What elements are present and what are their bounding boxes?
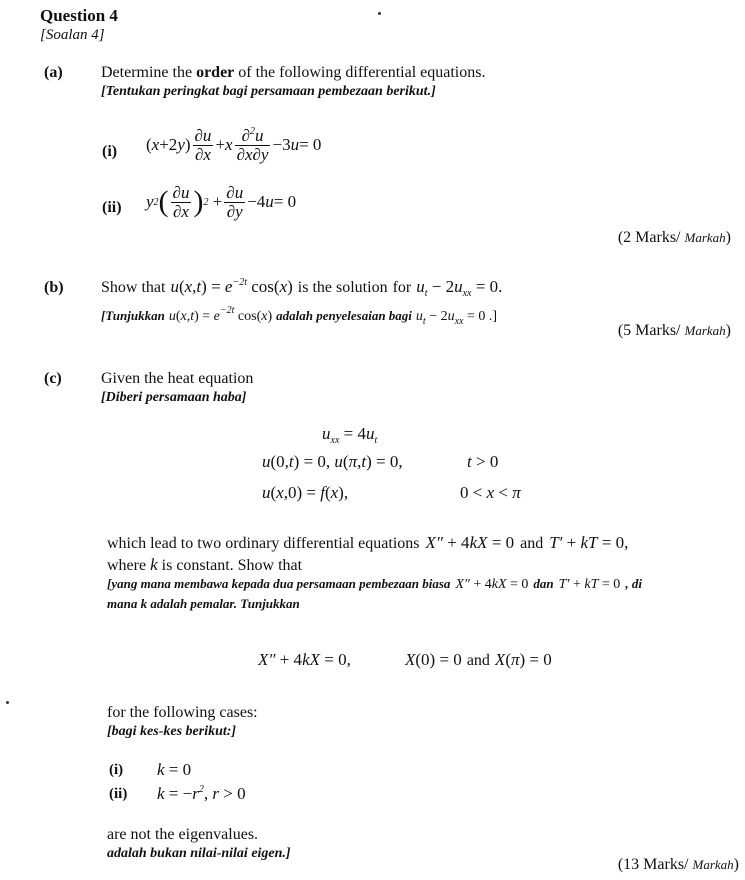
part-b-pde: $u_t - 2u_{xx} = 0$. [416, 277, 503, 299]
case-ii-label: (ii) [109, 786, 128, 802]
part-a-marks: (2 Marks/ Markah) [617, 229, 731, 246]
domain-condition: 0 < x < π [460, 483, 521, 502]
part-c-label: (c) [44, 370, 62, 387]
time-condition: t > 0 [467, 452, 499, 471]
part-b-marks: (5 Marks/ Markah) [617, 322, 731, 339]
part-a-text: Determine the order of the following differential equations. [101, 64, 486, 81]
question-title: Question 4 [40, 6, 118, 25]
part-a-i-equation: ( x +2 y ) $\frac{\partial u}{\partial x}$ + x $\frac{\partial^2u}{\partial x\partial y}$ −3 u = 0 [146, 125, 322, 164]
part-c-lead-2: where k is constant. Show that [107, 555, 303, 574]
initial-condition: u(x,0) = f(x), [262, 483, 349, 502]
heat-equation: $u_{xx} = 4u_t$ [322, 424, 378, 446]
part-a-label: (a) [44, 64, 63, 81]
eigen-boundary: X(0) = 0 and X(π) = 0 [405, 650, 552, 669]
case-ii-equation: $k = -r^2$, r > 0 [157, 784, 246, 803]
conclusion: are not the eigenvalues. [107, 826, 259, 843]
part-c-text: Given the heat equation [101, 370, 254, 387]
question-subtitle: [Soalan 4] [40, 27, 105, 43]
part-a-translation: [Tentukan peringkat bagi persamaan pembezaan berikut.] [101, 84, 436, 99]
part-c-marks: (13 Marks/ Markah) [617, 856, 739, 873]
scan-speck [378, 12, 381, 15]
part-a-ii-equation: y 2 ( $\frac{\partial u}{\partial x}$ ) 2 + $\frac{\partial u}{\partial y}$ −4 u = 0 [146, 182, 297, 221]
part-c-translation: [Diberi persamaan haba] [101, 390, 247, 405]
part-b-solution-eq: $u(x,t) = e^{-2t}$ cos(x) [170, 277, 293, 296]
cases-text: for the following cases: [107, 704, 258, 721]
boundary-conditions: u(0,t) = 0, u(π,t) = 0, [262, 452, 403, 471]
cases-translation: [bagi kes-kes berikut:] [107, 724, 237, 739]
part-c-trans-2: mana k adalah pemalar. Tunjukkan [107, 596, 300, 611]
eigen-ode: X″ + 4kX = 0, [258, 650, 351, 669]
part-c-lead: which lead to two ordinary differential equations X″ + 4kX = 0 and T′ + kT = 0, [107, 533, 629, 552]
conclusion-translation: adalah bukan nilai-nilai eigen.] [107, 846, 291, 861]
scan-speck [6, 701, 9, 704]
part-a-ii-label: (ii) [102, 199, 122, 216]
case-i-label: (i) [109, 762, 124, 778]
part-b-label: (b) [44, 279, 64, 296]
case-i-equation: k = 0 [157, 760, 192, 779]
part-b-translation: [Tunjukkan $u(x,t) = e^{-2t}$ cos(x) adalah penyelesaian bagi $u_t - 2u_{xx} = 0$ .] [101, 305, 498, 327]
part-b-text: Show that $u(x,t) = e^{-2t}$ cos(x) is the solution for $u_t - 2u_{xx} = 0$. [101, 277, 503, 299]
part-c-trans-1: [yang mana membawa kepada dua persamaan pembezaan biasa X″ + 4kX = 0 dan T′ + kT = 0 , di [107, 576, 642, 592]
part-a-i-label: (i) [102, 143, 118, 160]
